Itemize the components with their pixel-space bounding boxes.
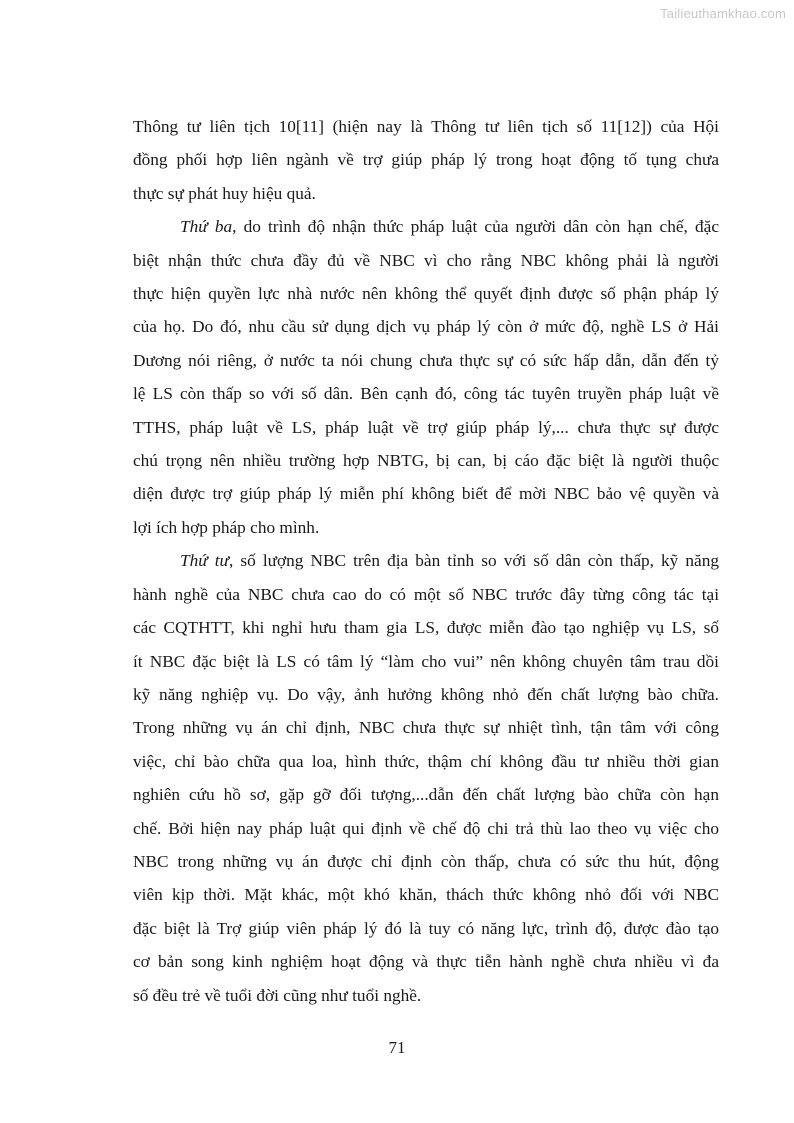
text-line: Dương nói riêng, ở nước ta nói chung chưa thực sự có sức hấp dẫn, dẫn đến tỷ — [133, 350, 719, 370]
page-number: 71 — [388, 1038, 406, 1057]
text-line: chế. Bởi hiện nay pháp luật qui định về chế độ chi trả thù lao theo vụ việc cho — [133, 818, 719, 838]
text-line: nghiên cứu hồ sơ, gặp gỡ đối tượng,...dẫn đến chất lượng bào chữa còn hạn — [133, 785, 719, 805]
text-line: chú trọng nên nhiều trường hợp NBTG, bị can, bị cáo đặc biệt là người thuộc — [133, 451, 719, 471]
text-line: thực hiện quyền lực nhà nước nên không thể quyết định được số phận pháp lý — [133, 284, 719, 304]
text-line: TTHS, pháp luật về LS, pháp luật về trợ giúp pháp lý,... chưa thực sự được — [133, 417, 719, 437]
text-line: NBC trong những vụ án được chỉ định còn thấp, chưa có sức thu hút, động — [133, 851, 719, 871]
text-line: viên kịp thời. Mặt khác, một khó khăn, thách thức không nhỏ đối với NBC — [133, 885, 719, 905]
text-line: thực sự phát huy hiệu quả. — [133, 183, 316, 203]
text-line: lợi ích hợp pháp cho mình. — [133, 517, 320, 537]
text-line: Trong những vụ án chỉ định, NBC chưa thực sự nhiệt tình, tận tâm với công — [133, 718, 719, 738]
text-line: số đều trẻ về tuổi đời cũng như tuổi nghề. — [133, 985, 422, 1005]
text-line: việc, chỉ bào chữa qua loa, hình thức, thậm chí không đầu tư nhiều thời gian — [133, 751, 719, 771]
text-line: ít NBC đặc biệt là LS có tâm lý “làm cho vui” nên không chuyên tâm trau dồi — [133, 651, 719, 671]
text-line — [133, 210, 719, 243]
text-fragment: , số lượng NBC trên địa bàn tỉnh so với số dân còn thấp, kỹ năng — [229, 551, 719, 571]
text-line: diện được trợ giúp pháp lý miễn phí không biết để mời NBC bảo vệ quyền và — [133, 484, 719, 504]
text-line: lệ LS còn thấp so với số dân. Bên cạnh đó, công tác tuyên truyền pháp luật về — [133, 384, 719, 404]
text-line: cơ bản song kinh nghiệm hoạt động và thực tiễn hành nghề chưa nhiều vì đa — [133, 952, 719, 972]
text-line: đồng phối hợp liên ngành về trợ giúp pháp lý trong hoạt động tố tụng chưa — [133, 150, 719, 170]
text-fragment: , do trình độ nhận thức pháp luật của người dân còn hạn chế, đặc — [232, 217, 719, 237]
text-line: hành nghề của NBC chưa cao do có một số NBC trước đây từng công tác tại — [133, 584, 719, 604]
document-body — [133, 110, 719, 1012]
paragraph-lead: Thứ tư — [180, 551, 229, 571]
paragraph — [133, 544, 719, 1012]
paragraph — [133, 110, 719, 210]
paragraph — [133, 210, 719, 544]
watermark: Tailieuthamkhao.com — [660, 6, 786, 21]
text-line: đặc biệt là Trợ giúp viên pháp lý đó là tuy có năng lực, trình độ, được đào tạo — [133, 918, 719, 938]
paragraph-lead: Thứ ba — [180, 217, 233, 237]
text-line — [133, 544, 719, 577]
text-line: kỹ năng nghiệp vụ. Do vậy, ảnh hưởng không nhỏ đến chất lượng bào chữa. — [133, 684, 719, 704]
text-line: Thông tư liên tịch 10[11] (hiện nay là Thông tư liên tịch số 11[12]) của Hội — [133, 117, 719, 136]
text-line: của họ. Do đó, nhu cầu sử dụng dịch vụ pháp lý còn ở mức độ, nghề LS ở Hải — [133, 317, 719, 337]
text-line: biệt nhận thức chưa đầy đủ về NBC vì cho rằng NBC không phải là người — [133, 250, 719, 270]
text-line: các CQTHTT, khi nghỉ hưu tham gia LS, được miễn đào tạo nghiệp vụ LS, số — [133, 618, 719, 638]
